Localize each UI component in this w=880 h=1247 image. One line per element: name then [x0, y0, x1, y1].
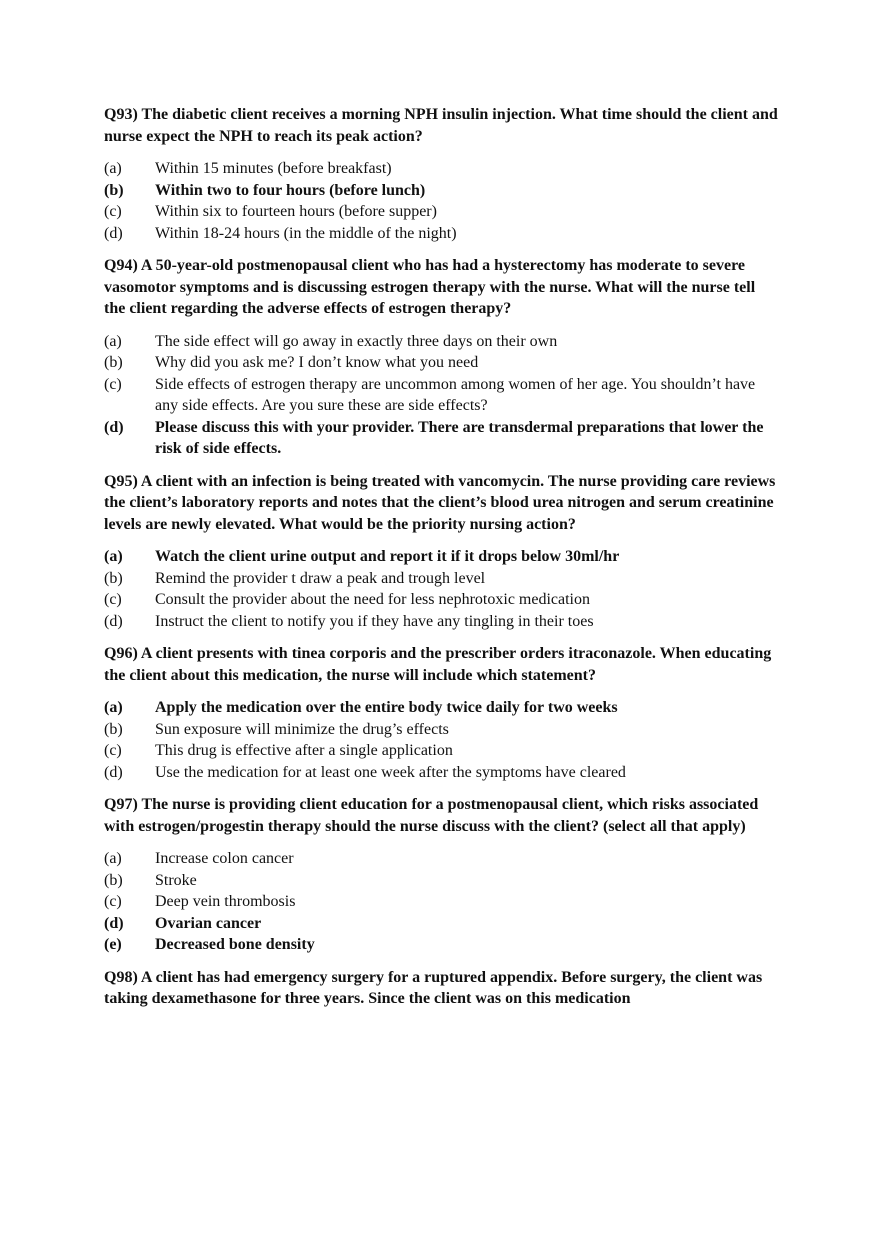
- option-label: (c): [104, 742, 122, 759]
- option-text: Ovarian cancer: [155, 914, 262, 932]
- answer-option-correct: [104, 934, 780, 956]
- answer-option-correct: [104, 697, 780, 719]
- option-label: (c): [104, 591, 122, 608]
- option-text: Please discuss this with your provider. There are transdermal preparations that lower the risk of side effects.: [155, 418, 764, 457]
- answer-option: [104, 568, 780, 590]
- answer-option: [104, 158, 780, 180]
- option-label: (d): [104, 224, 123, 242]
- option-label: (c): [104, 375, 122, 393]
- option-text: Side effects of estrogen therapy are uncommon among women of her age. You shouldn’t have any side effects. Are you sure these are side effects?: [155, 375, 756, 414]
- option-text: This drug is effective after a single application: [155, 742, 453, 759]
- option-text: Within 18-24 hours (in the middle of the night): [155, 224, 457, 242]
- answer-option-correct: [104, 913, 780, 935]
- answer-option: [104, 848, 780, 870]
- answer-option-correct: [104, 546, 780, 568]
- question-list: [104, 104, 780, 1010]
- answer-option: [104, 352, 780, 374]
- answer-option-correct: [104, 417, 780, 460]
- answer-option: [104, 201, 780, 223]
- option-text: Watch the client urine output and report it if it drops below 30ml/hr: [155, 548, 620, 565]
- option-label: (a): [104, 332, 122, 350]
- option-text: Apply the medication over the entire body twice daily for two weeks: [155, 699, 618, 716]
- option-text: Stroke: [155, 871, 197, 889]
- answer-option: [104, 762, 780, 784]
- answer-option: [104, 589, 780, 611]
- answer-options: [104, 697, 780, 783]
- option-label: (a): [104, 160, 122, 177]
- option-text: Within 15 minutes (before breakfast): [155, 160, 392, 177]
- answer-options: [104, 331, 780, 460]
- answer-option: [104, 740, 780, 762]
- option-text: Within two to four hours (before lunch): [155, 181, 426, 199]
- answer-option-correct: [104, 180, 780, 202]
- question-stem: Q96) A client presents with tinea corporis and the prescriber orders itraconazole. When educating the client about this medication, the nurse will include which statement?: [104, 645, 772, 684]
- option-label: (d): [104, 418, 124, 436]
- option-text: Decreased bone density: [155, 936, 315, 953]
- option-label: (b): [104, 720, 123, 738]
- option-text: Why did you ask me? I don’t know what you need: [155, 354, 479, 371]
- answer-option: [104, 374, 780, 417]
- option-text: Use the medication for at least one week after the symptoms have cleared: [155, 763, 626, 781]
- answer-option: [104, 719, 780, 741]
- option-label: (b): [104, 569, 123, 587]
- option-label: (a): [104, 699, 123, 716]
- option-label: (d): [104, 763, 123, 781]
- option-text: Consult the provider about the need for less nephrotoxic medication: [155, 591, 590, 608]
- question-stem: Q94) A 50-year-old postmenopausal client who has had a hysterectomy has moderate to severe vasomotor symptoms and is discussing estrogen therapy with the nurse. What will the nurse tell the client regarding the adverse effects of estrogen therapy?: [104, 257, 756, 317]
- option-text: Instruct the client to notify you if they have any tingling in their toes: [155, 612, 594, 630]
- answer-options: [104, 158, 780, 244]
- option-label: (a): [104, 850, 122, 867]
- answer-option: [104, 331, 780, 353]
- question-stem: Q95) A client with an infection is being treated with vancomycin. The nurse providing care reviews the client’s laboratory reports and notes that the client’s blood urea nitrogen and serum creatinine levels are newly elevated. What would be the priority nursing action?: [104, 472, 776, 533]
- option-label: (c): [104, 893, 122, 910]
- answer-options: [104, 546, 780, 632]
- option-label: (b): [104, 181, 124, 199]
- question-stem: Q97) The nurse is providing client education for a postmenopausal client, which risks associated with estrogen/progestin therapy should the nurse discuss with the client? (select all that apply): [104, 796, 759, 835]
- option-text: Increase colon cancer: [155, 850, 294, 867]
- option-text: The side effect will go away in exactly three days on their own: [155, 332, 558, 350]
- answer-option: [104, 223, 780, 245]
- option-label: (e): [104, 936, 122, 953]
- option-text: Remind the provider t draw a peak and trough level: [155, 569, 486, 587]
- option-label: (b): [104, 871, 123, 889]
- answer-options: [104, 848, 780, 956]
- question-stem: Q98) A client has had emergency surgery for a ruptured appendix. Before surgery, the client was taking dexamethasone for three years. Since the client was on this medication: [104, 968, 763, 1007]
- option-label: (d): [104, 612, 123, 630]
- option-label: (b): [104, 354, 123, 371]
- answer-option: [104, 611, 780, 633]
- option-label: (a): [104, 548, 123, 565]
- option-text: Within six to fourteen hours (before supper): [155, 203, 437, 220]
- option-label: (c): [104, 203, 122, 220]
- option-text: Deep vein thrombosis: [155, 893, 296, 910]
- option-text: Sun exposure will minimize the drug’s effects: [155, 720, 449, 738]
- option-label: (d): [104, 914, 124, 932]
- question-stem: Q93) The diabetic client receives a morning NPH insulin injection. What time should the client and nurse expect the NPH to reach its peak action?: [104, 106, 778, 145]
- answer-option: [104, 891, 780, 913]
- answer-option: [104, 870, 780, 892]
